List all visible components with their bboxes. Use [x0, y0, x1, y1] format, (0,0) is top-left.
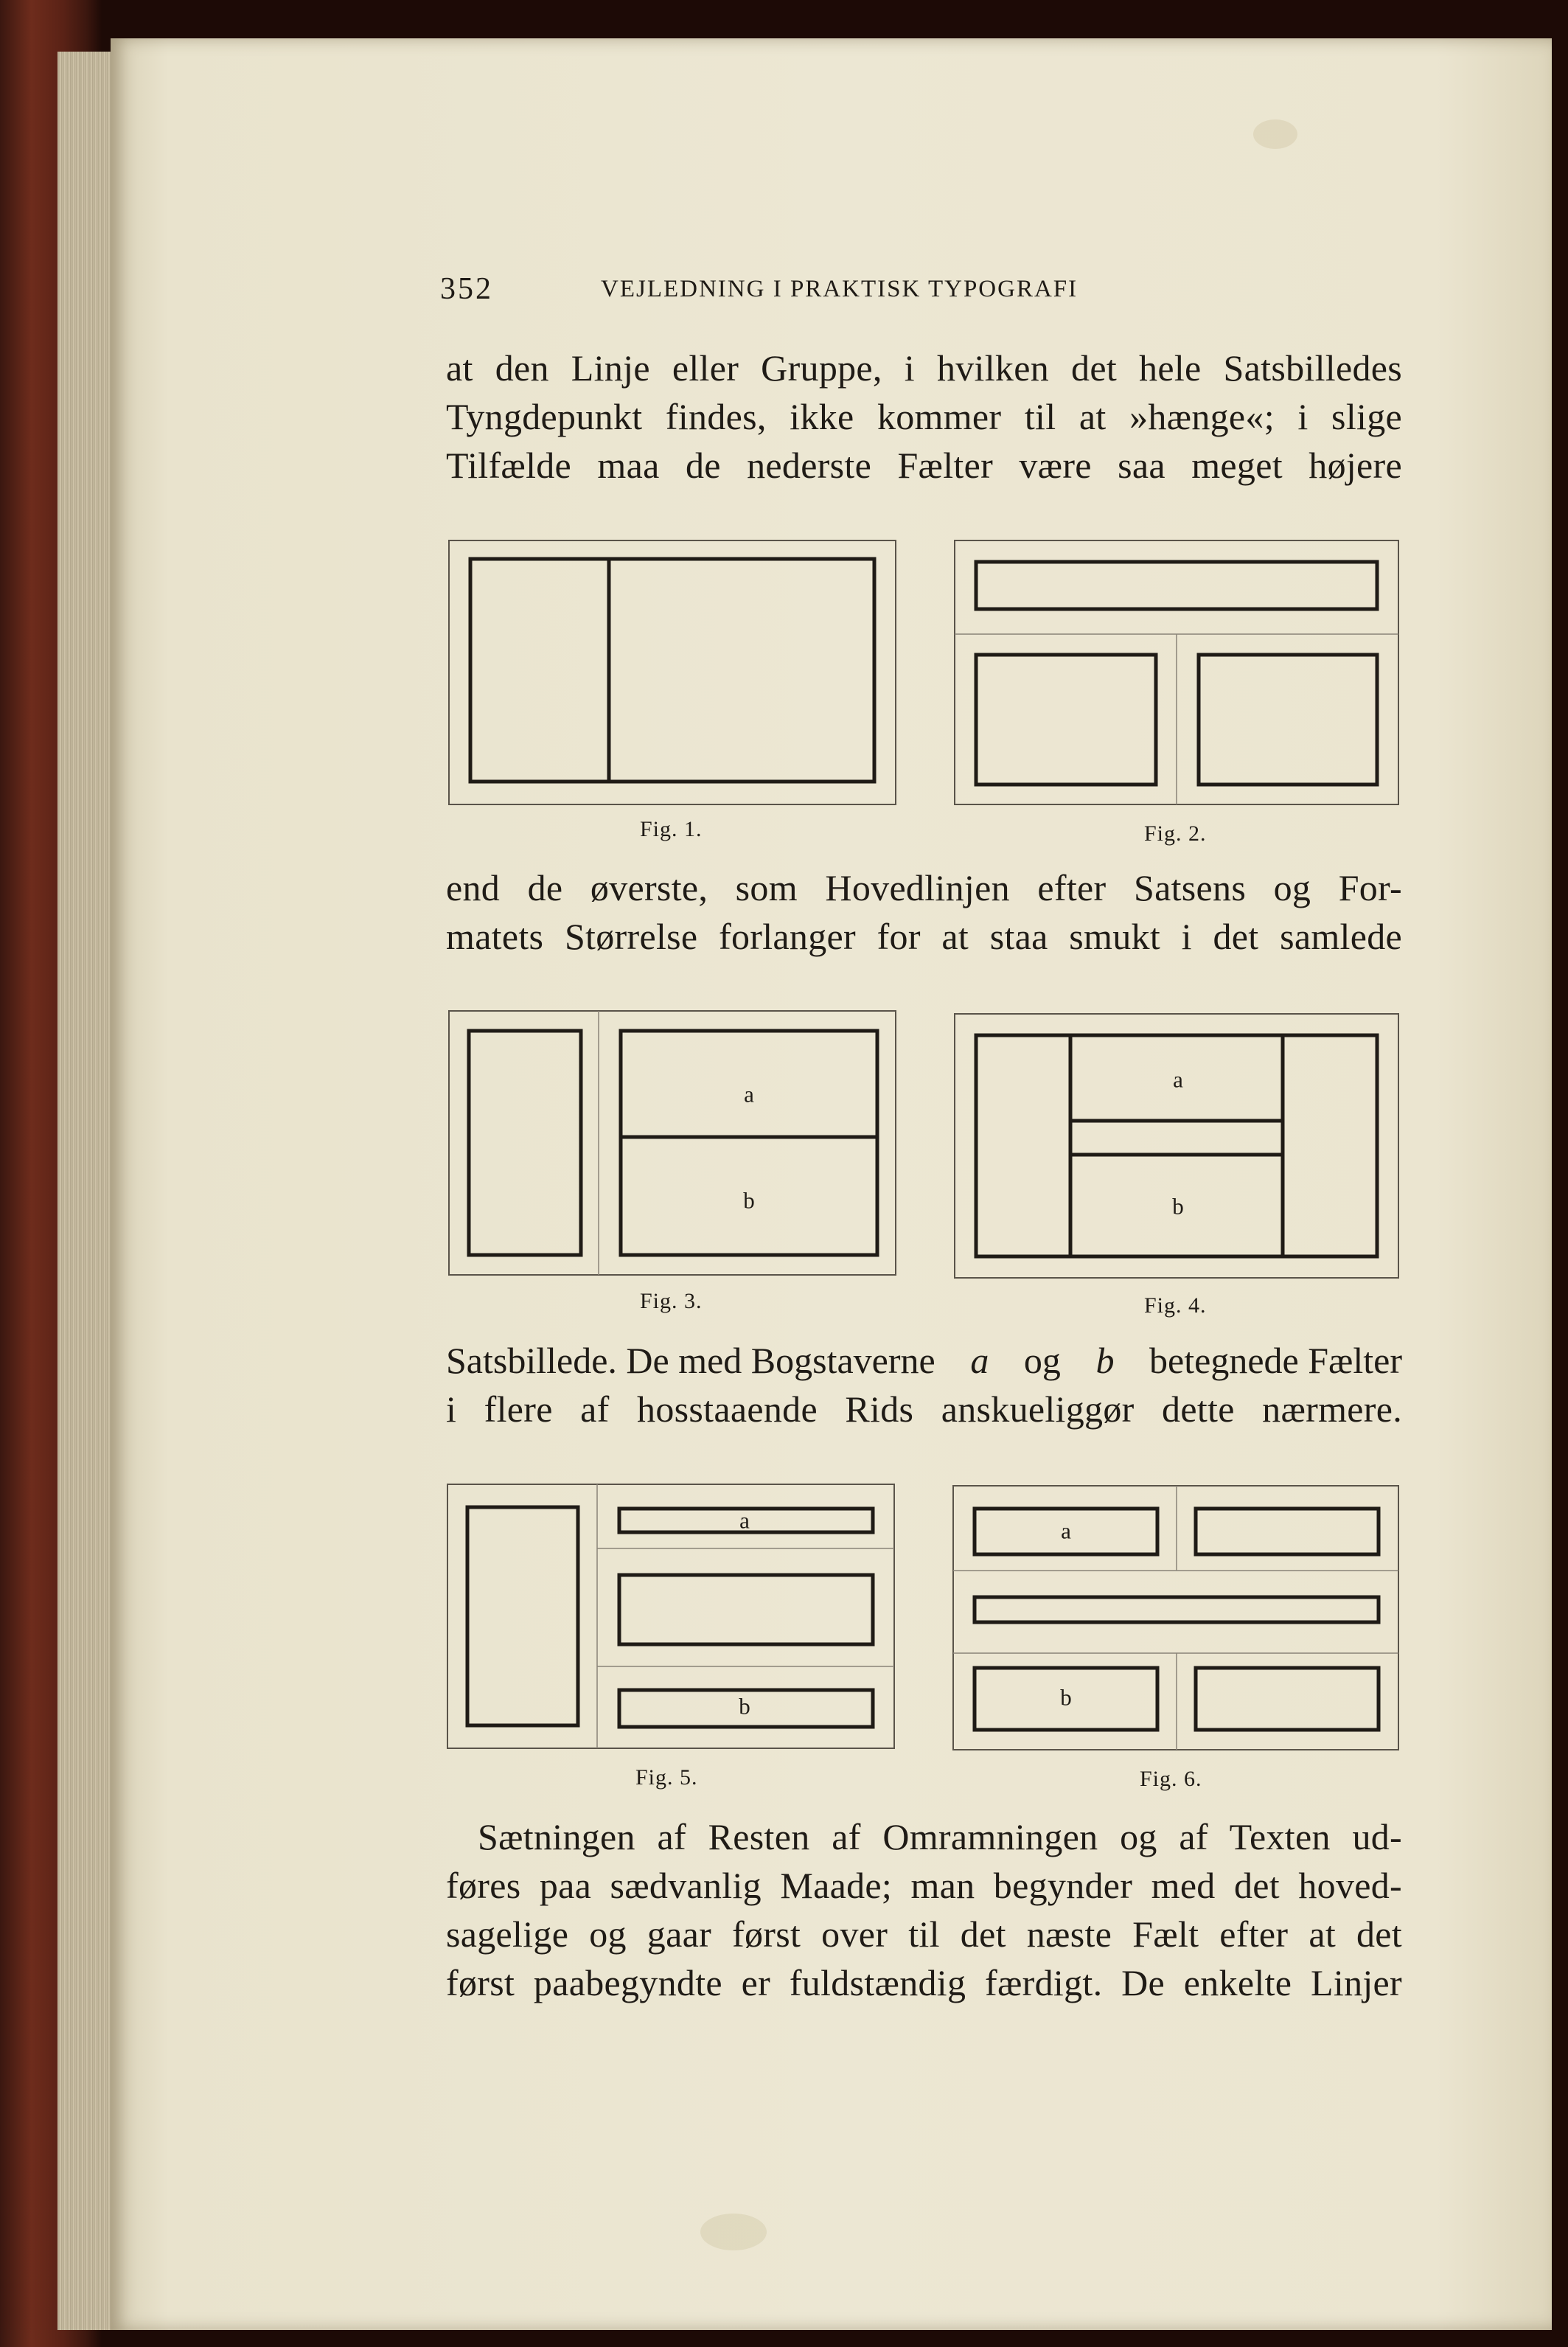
field-label-a: a: [1061, 1517, 1071, 1544]
panel-right: [1199, 655, 1377, 785]
caption-fig-4: Fig. 4.: [1144, 1293, 1207, 1318]
body-line: Tilfælde maa de nederste Fælter være saa meget højere: [446, 445, 1402, 486]
panel-left: [976, 655, 1156, 785]
figure-1-diagram: [448, 540, 896, 805]
panel-side: [467, 1507, 578, 1725]
body-line: matets Størrelse forlanger for at staa smukt i det samlede: [446, 916, 1402, 957]
field-label-b: b: [743, 1187, 755, 1214]
outer-frame: [449, 540, 896, 804]
figure-2-diagram: [954, 540, 1399, 805]
body-line: [446, 1339, 1402, 1382]
field-label-a: a: [1173, 1066, 1183, 1093]
figure-2: [954, 540, 1399, 805]
panel-frame: [470, 559, 874, 782]
panel-bottom-right: [1196, 1668, 1379, 1730]
figure-3: [448, 1010, 896, 1276]
running-title: VEJLEDNING I PRAKTISK TYPOGRAFI: [601, 276, 1079, 302]
foxing-spot: [700, 2214, 767, 2250]
page-number: 352: [440, 272, 493, 306]
figure-1: [448, 540, 896, 805]
body-line: i flere af hosstaaende Rids anskueliggør dette nærmere.: [446, 1388, 1402, 1430]
panel-side: [469, 1031, 581, 1255]
page-edges: [58, 52, 116, 2330]
italic-letter-a: a: [970, 1340, 989, 1381]
field-label-b: b: [1060, 1684, 1072, 1711]
figure-4: [954, 1013, 1399, 1279]
caption-fig-1: Fig. 1.: [640, 817, 703, 841]
field-label-b: b: [1172, 1193, 1184, 1220]
caption-fig-5: Fig. 5.: [635, 1765, 698, 1790]
figure-4-diagram: [954, 1013, 1399, 1279]
body-line: Sætningen af Resten af Omramningen og af Texten ud-: [478, 1816, 1402, 1857]
body-line: Tyngdepunkt findes, ikke kommer til at »hænge«; i slige: [446, 396, 1402, 437]
panel-middle: [619, 1575, 873, 1644]
body-text: Satsbillede. De med Bogstaverne: [446, 1340, 935, 1381]
foxing-spot: [1253, 119, 1297, 149]
panel-strip: [975, 1597, 1379, 1622]
field-label-b: b: [739, 1693, 750, 1720]
body-line: at den Linje eller Gruppe, i hvilken det hele Satsbilledes: [446, 347, 1402, 389]
top-panel: [976, 562, 1377, 609]
outer-frame: [955, 1014, 1398, 1278]
caption-fig-2: Fig. 2.: [1144, 821, 1207, 846]
caption-fig-3: Fig. 3.: [640, 1289, 703, 1313]
body-text: betegnede Fælter: [1149, 1340, 1402, 1381]
figure-5-diagram: [447, 1484, 895, 1749]
panel-main: [621, 1031, 877, 1255]
figure-6: [952, 1485, 1399, 1750]
field-label-a: a: [739, 1507, 750, 1534]
body-line: sagelige og gaar først over til det næste Fælt efter at det: [446, 1913, 1402, 1955]
figure-3-diagram: [448, 1010, 896, 1276]
figure-5: [447, 1484, 895, 1749]
field-label-a: a: [744, 1081, 754, 1108]
outer-frame: [447, 1484, 894, 1748]
body-line: først paabegyndte er fuldstændig færdigt. De enkelte Linjer: [446, 1962, 1402, 2003]
body-line: end de øverste, som Hovedlinjen efter Satsens og For-: [446, 867, 1402, 908]
outer-frame: [953, 1486, 1398, 1750]
body-line: føres paa sædvanlig Maade; man begynder med det hoved-: [446, 1865, 1402, 1906]
panel-top-right: [1196, 1509, 1379, 1554]
body-text: og: [1023, 1340, 1061, 1381]
figure-6-diagram: [952, 1485, 1399, 1750]
outer-frame: [449, 1011, 896, 1275]
italic-letter-b: b: [1095, 1340, 1115, 1381]
caption-fig-6: Fig. 6.: [1140, 1767, 1202, 1791]
